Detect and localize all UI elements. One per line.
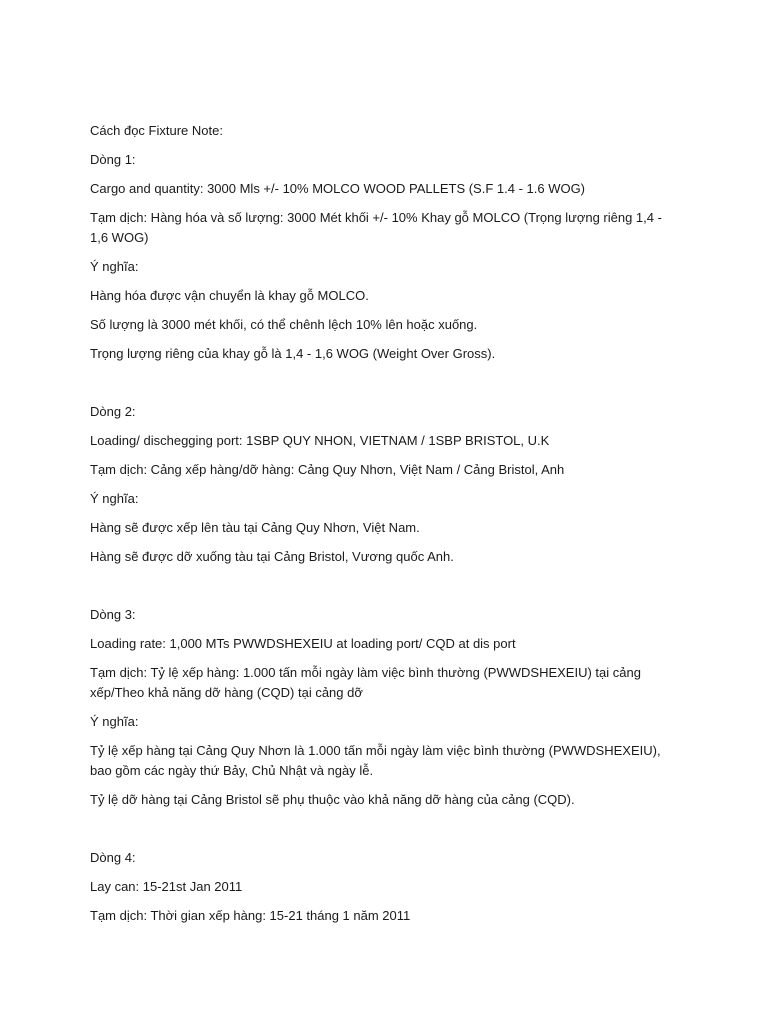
section-title: Dòng 4: [90,850,136,865]
section-meaning-item: Trọng lượng riêng của khay gỗ là 1,4 - 1,6 WOG (Weight Over Gross). [90,346,496,361]
section-title: Dòng 3: [90,607,136,622]
blank-line [90,373,678,393]
section-original-text: Cargo and quantity: 3000 Mls +/- 10% MOLCO WOOD PALLETS (S.F 1.4 - 1.6 WOG) [90,181,586,196]
section-meaning-label: Ý nghĩa: [90,259,139,274]
section-translation: Tạm dịch: Thời gian xếp hàng: 15-21 tháng 1 năm 2011 [90,908,411,923]
section-translation: Tạm dịch: Tỷ lệ xếp hàng: 1.000 tấn mỗi ngày làm việc bình thường (PWWDSHEXEIU) tại cảng xếp/Theo khả năng dỡ hàng (CQD) tại cảng dỡ [90,665,641,700]
section-title: Dòng 1: [90,152,136,167]
section-original-text: Lay can: 15-21st Jan 2011 [90,879,243,894]
blank-line [90,819,678,839]
section-translation: Tạm dịch: Hàng hóa và số lượng: 3000 Mét khối +/- 10% Khay gỗ MOLCO (Trọng lượng riêng 1,4 - 1,6 WOG) [90,210,662,245]
section-meaning-item: Hàng sẽ được xếp lên tàu tại Cảng Quy Nhơn, Việt Nam. [90,520,420,535]
section-meaning-item: Hàng hóa được vận chuyển là khay gỗ MOLCO. [90,288,369,303]
section-meaning-item: Tỷ lệ dỡ hàng tại Cảng Bristol sẽ phụ thuộc vào khả năng dỡ hàng của cảng (CQD). [90,792,575,807]
section-title: Dòng 2: [90,404,136,419]
section-meaning-label: Ý nghĩa: [90,491,139,506]
document-body [90,121,678,935]
section-original-text: Loading/ dischegging port: 1SBP QUY NHON, VIETNAM / 1SBP BRISTOL, U.K [90,433,550,448]
section-meaning-item: Tỷ lệ xếp hàng tại Cảng Quy Nhơn là 1.000 tấn mỗi ngày làm việc bình thường (PWWDSHEXEIU), bao gồm các ngày thứ Bảy, Chủ Nhật và ngày lễ. [90,743,661,778]
section-meaning-item: Số lượng là 3000 mét khối, có thể chênh lệch 10% lên hoặc xuống. [90,317,478,332]
section-original-text: Loading rate: 1,000 MTs PWWDSHEXEIU at loading port/ CQD at dis port [90,636,516,651]
blank-line [90,576,678,596]
section-meaning-item: Hàng sẽ được dỡ xuống tàu tại Cảng Bristol, Vương quốc Anh. [90,549,454,564]
document-heading: Cách đọc Fixture Note: [90,123,223,138]
section-translation: Tạm dịch: Cảng xếp hàng/dỡ hàng: Cảng Quy Nhơn, Việt Nam / Cảng Bristol, Anh [90,462,565,477]
section-meaning-label: Ý nghĩa: [90,714,139,729]
